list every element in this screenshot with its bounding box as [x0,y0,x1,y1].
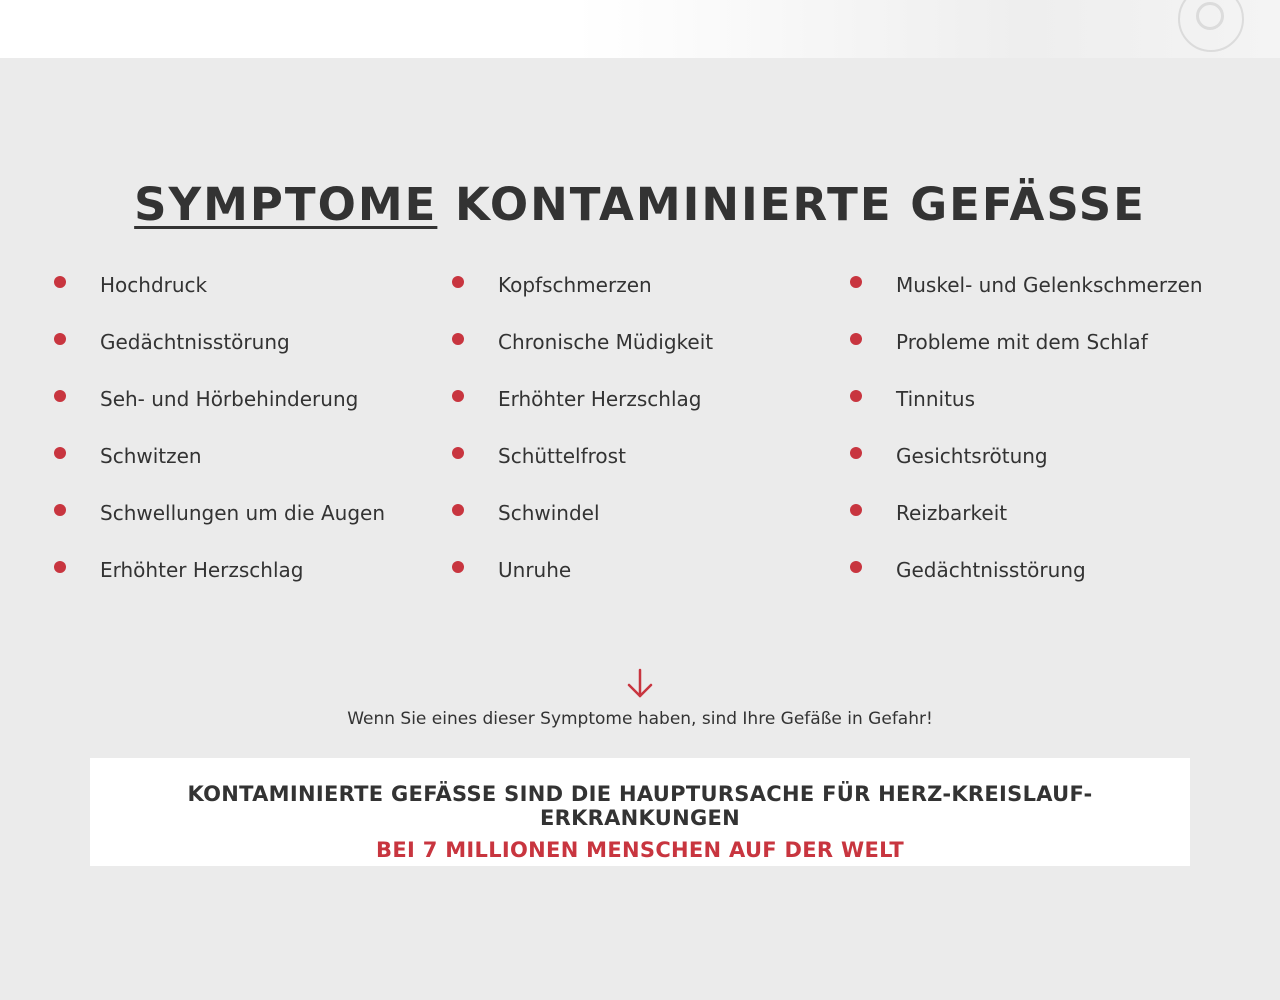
list-item-label: Kopfschmerzen [498,273,652,297]
list-item [452,329,842,386]
list-item-label: Seh- und Hörbehinderung [100,387,359,411]
red-dot-icon [850,333,862,345]
red-dot-icon [850,504,862,516]
top-header-strip [0,0,1280,58]
red-dot-icon [452,504,464,516]
list-item [452,386,842,443]
heading-rest: KONTAMINIERTE GEFÄSSE [437,178,1146,231]
red-dot-icon [452,447,464,459]
red-dot-icon [54,447,66,459]
list-item [850,272,1240,329]
list-item-label: Gedächtnisstörung [100,330,290,354]
list-item [452,272,842,329]
red-dot-icon [452,276,464,288]
symptom-list-col-1 [54,272,444,614]
list-item [54,443,444,500]
list-item-label: Reizbarkeit [896,501,1008,525]
red-dot-icon [850,276,862,288]
list-item-label: Schwindel [498,501,600,525]
list-item [850,557,1240,614]
list-item [850,329,1240,386]
list-item [54,386,444,443]
red-dot-icon [850,390,862,402]
red-dot-icon [850,447,862,459]
red-dot-icon [54,276,66,288]
info-banner [90,758,1190,866]
arrow-down-icon [626,668,654,700]
list-item-label: Gesichtsrötung [896,444,1048,468]
symptoms-section [0,58,1280,1000]
warning-note: Wenn Sie eines dieser Symptome haben, sind Ihre Gefäße in Gefahr! [347,709,933,729]
red-dot-icon [54,561,66,573]
list-item [850,386,1240,443]
list-item-label: Erhöhter Herzschlag [100,558,304,582]
symptom-list-col-3 [850,272,1240,614]
red-dot-icon [54,504,66,516]
list-item [452,557,842,614]
list-item-label: Muskel- und Gelenkschmerzen [896,273,1203,297]
red-dot-icon [452,390,464,402]
list-item-label: Unruhe [498,558,572,582]
list-item-label: Schwellungen um die Augen [100,501,385,525]
list-item-label: Probleme mit dem Schlaf [896,330,1148,354]
red-dot-icon [850,561,862,573]
list-item [54,557,444,614]
decorative-circle-icon [1196,2,1224,30]
red-dot-icon [54,333,66,345]
list-item-label: Hochdruck [100,273,208,297]
list-item [452,443,842,500]
list-item [54,329,444,386]
red-dot-icon [452,561,464,573]
red-dot-icon [54,390,66,402]
red-dot-icon [452,333,464,345]
list-item-label: Erhöhter Herzschlag [498,387,702,411]
list-item-label: Schüttelfrost [498,444,626,468]
list-item [452,500,842,557]
list-item [54,500,444,557]
heading-highlight: SYMPTOME [134,178,438,231]
list-item-label: Gedächtnisstörung [896,558,1086,582]
list-item-label: Chronische Müdigkeit [498,330,714,354]
list-item-label: Schwitzen [100,444,202,468]
list-item [850,443,1240,500]
banner-line-1: KONTAMINIERTE GEFÄSSE SIND DIE HAUPTURSACHE FÜR HERZ-KREISLAUF-ERKRANKUNGEN [187,782,1093,830]
symptom-list-col-2 [452,272,842,614]
list-item [850,500,1240,557]
list-item-label: Tinnitus [896,387,976,411]
banner-line-2: BEI 7 MILLIONEN MENSCHEN AUF DER WELT [376,838,904,862]
section-heading [0,178,1280,231]
list-item [54,272,444,329]
